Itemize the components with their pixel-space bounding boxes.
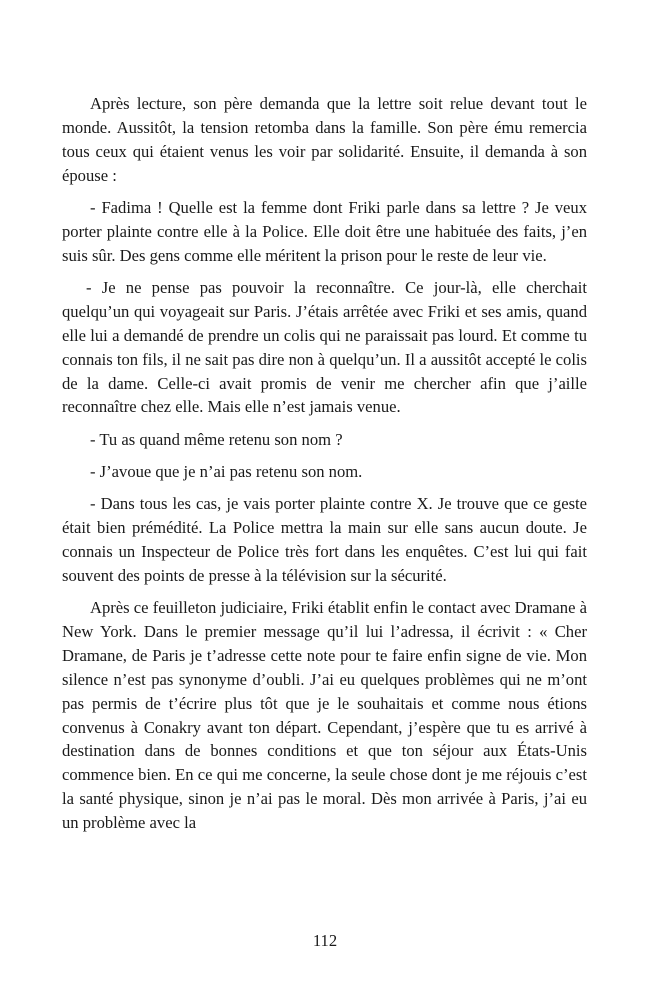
paragraph-5: - J’avoue que je n’ai pas retenu son nom. [90,461,363,481]
paragraph-3: - Je ne pense pas pouvoir la reconnaître. Ce jour-là, elle cherchait quelqu’un qui voyageait sur Paris. J’étais arrêtée avec Friki et ses amis, quand elle lui a demandé de prendre un colis qui ne paraissait pas lourd. Et comme tu connais ton fils, il ne sait pas dire non à quelqu’un. Il a aussitôt accepté le colis de la dame. Celle-ci avait promis de venir me chercher afin que j’aille reconnaître chez elle. Mais elle n’est jamais venue. [62,277,587,417]
paragraph-6: - Dans tous les cas, je vais porter plainte contre X. Je trouve que ce geste était bien prémédité. La Police mettra la main sur elle sans aucun doute. Je connais un Inspecteur de Police très fort dans les enquêtes. C’est lui qui fait souvent des points de presse à la télévision sur la sécurité. [62,494,587,585]
paragraph-7: Après ce feuilleton judiciaire, Friki établit enfin le contact avec Dramane à New York. Dans le premier message qu’il lui l’adressa, il écrivit : « Cher Dramane, de Paris je t’adresse cette note pour te faire enfin signe de vie. Mon silence n’est pas synonyme d’oubli. J’ai eu quelques problèmes qui ne m’ont pas permis de t’écrire plus tôt que je le souhaitais et comme nous étions convenus à Conakry avant ton départ. Cependant, j’espère que tu es arrivé à destination dans de bonnes conditions et que ton séjour aux États-Unis commence bien. En ce qui me concerne, la seule chose dont je me réjouis c’est la santé physique, sinon je n’ai pas le moral. Dès mon arrivée à Paris, j’ai eu un problème avec la [62,598,587,833]
paragraph-2: - Fadima ! Quelle est la femme dont Friki parle dans sa lettre ? Je veux porter plainte contre elle à la Police. Elle doit être une habituée des faits, j’en suis sûr. Des gens comme elle méritent la prison pour le reste de leur vie. [62,197,587,265]
paragraph-1: Après lecture, son père demanda que la lettre soit relue devant tout le monde. Aussitôt, la tension retomba dans la famille. Son père ému remercia tous ceux qui étaient venus les voir par solidarité. Ensuite, il demanda à son épouse : [62,94,587,185]
page-number: 112 [312,931,338,950]
page-body [62,92,587,843]
paragraph-4: - Tu as quand même retenu son nom ? [90,429,343,449]
